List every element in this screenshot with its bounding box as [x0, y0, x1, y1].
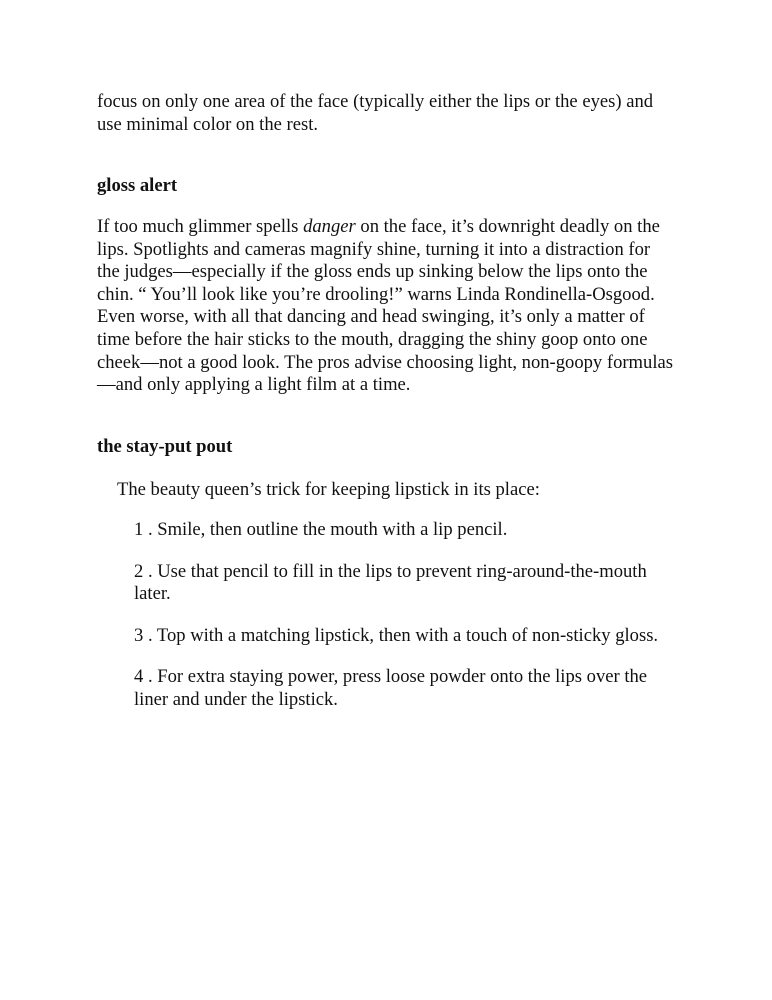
- paragraph-gloss-alert: [97, 216, 677, 397]
- list-item: 4 . For extra staying power, press loose powder onto the lips over the liner and under the lipstick.: [134, 666, 648, 710]
- list-item: 2 . Use that pencil to fill in the lips to prevent ring-around-the-mouth later.: [134, 560, 647, 605]
- heading-gloss-alert: gloss alert: [97, 175, 178, 196]
- list-item: 1 . Smile, then outline the mouth with a lip pencil.: [134, 519, 508, 540]
- gloss-alert-text-rest: on the face, it’s downright deadly on the lips. Spotlights and cameras magnify shine, turning it into a distraction for the judges—especially if the gloss ends up sinking below the lips onto the chin. “ You’ll look like you’re drooling!” warns Linda Rondinella-Osgood. Even worse, with all that dancing and head swinging, it’s only a matter of time before the hair sticks to the mouth, dragging the shiny goop onto one cheek—not a good look. The pros advise choosing light, non-goopy formulas—and only applying a light film at a time.: [97, 216, 673, 396]
- gloss-alert-text-start: If too much glimmer spells: [97, 216, 304, 237]
- paragraph-top: focus on only one area of the face (typically either the lips or the eyes) and use minimal color on the rest.: [97, 91, 654, 135]
- paragraph-stay-put-intro: The beauty queen’s trick for keeping lipstick in its place:: [117, 479, 540, 500]
- steps-list: [134, 519, 679, 731]
- emphasis-danger: danger: [303, 216, 356, 237]
- heading-stay-put-pout: the stay-put pout: [97, 436, 233, 457]
- list-item: 3 . Top with a matching lipstick, then with a touch of non-sticky gloss.: [134, 624, 659, 646]
